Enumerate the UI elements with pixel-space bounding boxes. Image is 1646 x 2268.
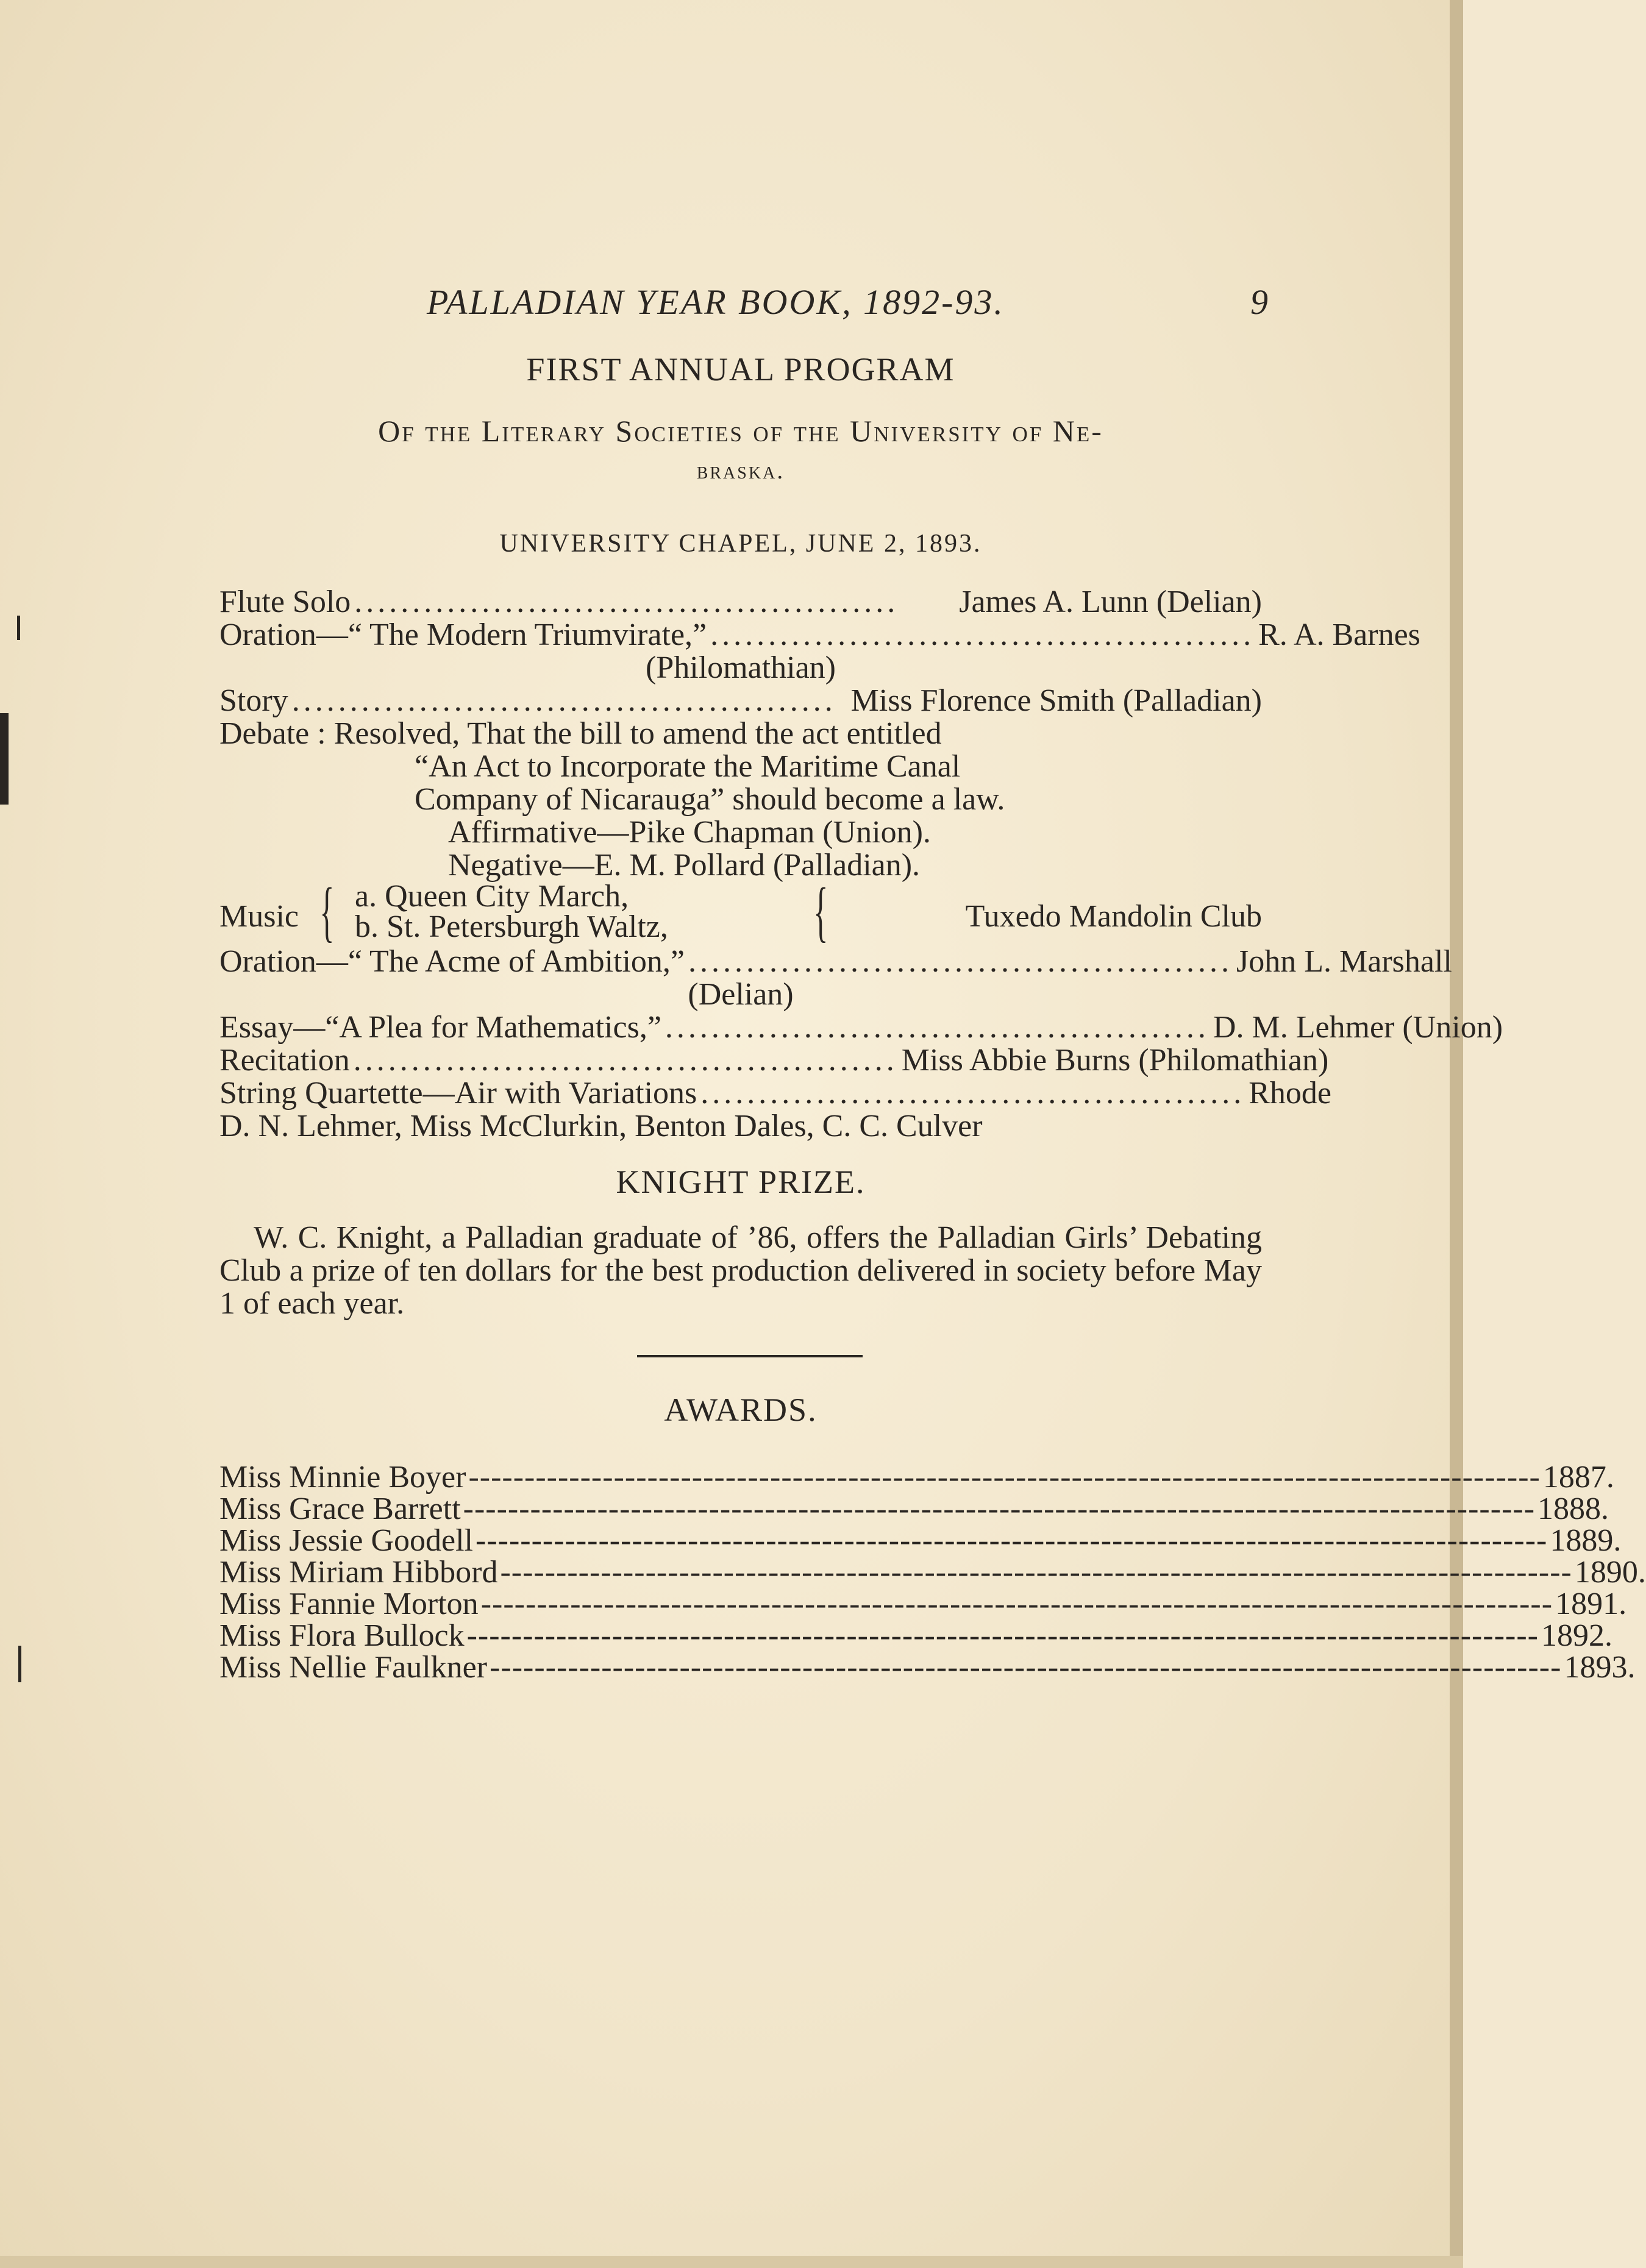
item-performer: James A. Lunn (Delian) [959,585,1262,619]
right-brace: { [813,874,828,948]
award-name: Miss Nellie Faulkner [219,1650,488,1685]
program-venue: UNIVERSITY CHAPEL, JUNE 2, 1893. [499,530,982,558]
award-name: Miss Fannie Morton [219,1587,479,1621]
program-item-debate [219,716,1262,751]
program-item-string-quartette [219,1075,1332,1111]
leader-dots: ............................................... [710,617,1255,652]
item-label: Essay—“A Plea for Mathematics,” [219,1010,661,1045]
award-name: Miss Grace Barrett [219,1491,461,1526]
award-year: 1893. [1564,1650,1636,1685]
program-item-oration [219,944,1452,979]
item-performer: John L. Marshall [1236,944,1452,979]
item-label: Flute Solo [219,585,351,619]
knight-prize-text: W. C. Knight, a Palladian graduate of ’86, offers the Palladian Girls’ Debating Club a prize of ten dollars for the best production delivered in society before May 1 of each year. [219,1220,1262,1321]
knight-prize-title: KNIGHT PRIZE. [616,1164,866,1200]
award-year: 1890. [1574,1555,1646,1590]
binding-mark [17,616,20,640]
string-quartette-players [219,1108,1262,1143]
players-text: D. N. Lehmer, Miss McClurkin, Benton Dales, C. C. Culver [219,1109,983,1143]
item-label: Recitation [219,1043,350,1078]
program-item-oration [219,617,1420,652]
item-label: Oration—“ The Modern Triumvirate,” [219,617,707,652]
program-item-recitation [219,1042,1329,1078]
leader-dashes: ------------------------------------------------------------------------------------------------ [490,1650,1562,1685]
leader-dots: ............................................... [688,944,1233,979]
leader-dots: ............................................... [354,585,899,619]
music-piece-b: b. St. Petersburgh Waltz, [355,909,668,944]
award-row [219,1554,1646,1590]
item-label: String Quartette—Air with Variations [219,1076,697,1111]
debate-resolution-line: “An Act to Incorporate the Maritime Canal [415,749,961,784]
item-label: Music [219,899,299,934]
running-header [427,282,1280,324]
leader-dots: ............................................... [291,683,836,718]
debate-resolution-line: Company of Nicarauga” should become a law. [415,782,1005,817]
award-row [219,1459,1614,1495]
debate-affirmative: Affirmative—Pike Chapman (Union). [448,815,931,850]
leader-dashes: ------------------------------------------------------------------------------------------------ [468,1460,1541,1495]
leader-dots: ............................................... [700,1076,1245,1111]
item-label: Story [219,683,288,718]
award-row [219,1586,1627,1621]
leader-dashes: ------------------------------------------------------------------------------------------------ [466,1618,1539,1653]
award-name: Miss Miriam Hibbord [219,1555,498,1590]
award-year: 1887. [1542,1460,1614,1495]
item-performer: Rhode [1249,1076,1332,1111]
debate-resolution-line: Debate : Resolved, That the bill to amend the act entitled [219,716,942,751]
award-row [219,1649,1636,1685]
award-year: 1889. [1550,1523,1622,1558]
program-subtitle: Of the Literary Societies of the University of Ne- [378,414,1103,448]
item-performer: D. M. Lehmer (Union) [1213,1010,1503,1045]
program-title: FIRST ANNUAL PROGRAM [526,351,955,388]
award-name: Miss Minnie Boyer [219,1460,466,1495]
item-society: (Philomathian) [646,650,836,685]
leader-dashes: ------------------------------------------------------------------------------------------------ [463,1491,1536,1526]
program-subtitle-cont: braska. [696,457,785,484]
item-performer: Miss Florence Smith (Palladian) [850,683,1262,718]
music-piece-a: a. Queen City March, [355,879,629,914]
program-item-music [219,874,1262,950]
award-row [219,1523,1622,1558]
program-item-story [219,683,1262,718]
running-title: PALLADIAN YEAR BOOK, 1892-93. [427,282,1005,322]
award-name: Miss Flora Bullock [219,1618,465,1653]
program-item-flute [219,584,1262,619]
item-label: Oration—“ The Acme of Ambition,” [219,944,685,979]
page-number: 9 [1250,282,1268,322]
award-year: 1891. [1555,1587,1627,1621]
leader-dashes: ------------------------------------------------------------------------------------------------ [480,1587,1553,1621]
page-edge-right [1450,0,1463,2268]
binding-mark [18,1646,21,1682]
award-year: 1888. [1537,1491,1609,1526]
page-edge-bottom [0,2256,1463,2268]
item-performer: Tuxedo Mandolin Club [965,899,1262,934]
debate-negative: Negative—E. M. Pollard (Palladian). [448,848,921,883]
award-row [219,1491,1609,1526]
leader-dots: ............................................... [353,1043,898,1078]
awards-title: AWARDS. [664,1392,818,1428]
leader-dots: ............................................... [664,1010,1210,1045]
left-brace: { [319,874,335,948]
award-name: Miss Jessie Goodell [219,1523,473,1558]
leader-dashes: ------------------------------------------------------------------------------------------------ [476,1523,1548,1558]
award-year: 1892. [1541,1618,1612,1653]
leader-dashes: ------------------------------------------------------------------------------------------------ [500,1555,1572,1590]
item-society: (Delian) [688,977,794,1012]
item-performer: R. A. Barnes [1258,617,1420,652]
item-performer: Miss Abbie Burns (Philomathian) [901,1043,1329,1078]
binding-mark [0,713,9,805]
award-row [219,1618,1612,1653]
section-divider [637,1355,863,1357]
program-item-essay [219,1009,1503,1045]
